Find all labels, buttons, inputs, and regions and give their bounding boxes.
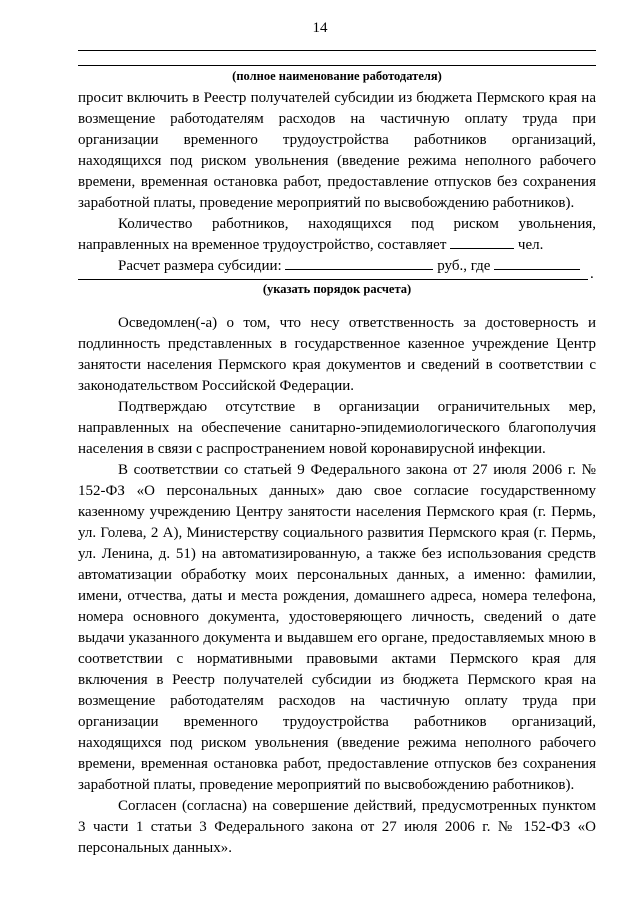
- informed-paragraph: Осведомлен(-а) о том, что несу ответственность за достоверность и подлинность представленных в государственное казенное учреждение Центр занятости населения Пермского края документов и сведений в соответствии с законодательством Российской Федерации.: [78, 315, 596, 394]
- document-page: 14 (полное наименование работодателя) просит включить в Реестр получателей субсидии из бюджета Пермского края на возмещение работодателям расходов на частичную оплату труда при организации временного трудоустройства работников организаций, находящихся под риском увольнения (введение режима неполного рабочего времени, временная остановка работ, предоставление отпусков без сохранения заработной платы, проведение мероприятий по высвобождению работников). Количество работников, находящихся под риском увольнения, направленных на временное трудоустройство, составляет чел. Расчет размера субсидии: руб., где . (указать порядок расчета) Осведомлен(-а) о том, что несу ответственность за достоверность и подлинность представленных в государственное казенное учреждение Центр занятости населения Пермского края документов и сведений в соответствии с законодательством Российской Федерации. Подтверждаю отсутствие в организации ограничительных мер, направленных на обеспечение санитарно-эпидемиологического благополучия населения в связи с распространением новой коронавирусной инфекции. В соответствии со статьей 9 Федерального закона от 27 июля 2006 г. № 152-ФЗ «О персональных данных» даю свое согласие государственному казенному учреждению Центру занятости населения Пермского края (г. Пермь, ул. Голева, 2 А), Министерству социального развития Пермского края (г. Пермь, ул. Ленина, д. 51) на автоматизированную, а также без использования средств автоматизации обработку моих персональных данных, а именно: фамилии, имени, отчества, даты и места рождения, домашнего адреса, номера телефона, номера основного документа, удостоверяющего личность, сведений о дате выдачи указанного документа и выдавшем его органе, предоставляемых мною в соответствии с нормативными правовыми актами Пермского края для включения в Реестр получателей субсидии из бюджета Пермского края на возмещение работодателям расходов на частичную оплату труда при организации временного трудоустройства работников организаций, находящихся под риском увольнения (введение режима неполного рабочего времени, временная остановка работ, предоставление отпусков без сохранения заработной платы, проведение мероприятий по высвобождению работников). Согласен (согласна) на совершение действий, предусмотренных пунктом 3 части 1 статьи 3 Федерального закона от 27 июля 2006 г. № 152-ФЗ «О персональных данных».: [0, 0, 640, 905]
- subsidy-calc-unit: руб., где: [437, 258, 491, 274]
- confirm-paragraph: Подтверждаю отсутствие в организации ограничительных мер, направленных на обеспечение санитарно-эпидемиологического благополучия населения в связи с распространением новой коронавирусной инфекции.: [78, 399, 596, 457]
- statements-section: [78, 313, 596, 859]
- worker-count-paragraph: [78, 214, 596, 256]
- calc-order-line: [78, 279, 588, 280]
- employer-name-line-top: [78, 50, 596, 51]
- agree-paragraph: Согласен (согласна) на совершение действий, предусмотренных пунктом 3 части 1 статьи 3 Федерального закона от 27 июля 2006 г. № 152-ФЗ «О персональных данных».: [78, 798, 596, 856]
- worker-count-unit: чел.: [517, 237, 544, 253]
- request-section: [78, 88, 596, 277]
- employer-name-line: [78, 65, 596, 66]
- calc-caption: (указать порядок расчета): [262, 282, 412, 296]
- worker-count-blank: [450, 235, 514, 249]
- worker-count-text: Количество работников, находящихся под риском увольнения, направленных на временное трудоустройство, составляет: [78, 216, 596, 253]
- page-number: 14: [312, 20, 328, 36]
- subsidy-calc-paragraph: [78, 256, 596, 277]
- subsidy-where-blank: [494, 256, 580, 270]
- request-paragraph: просит включить в Реестр получателей субсидии из бюджета Пермского края на возмещение работодателям расходов на частичную оплату труда при организации временного трудоустройства работников организаций, находящихся под риском увольнения (введение режима неполного рабочего времени, временная остановка работ, предоставление отпусков без сохранения заработной платы, проведение мероприятий по высвобождению работников).: [78, 90, 596, 211]
- subsidy-amount-blank: [285, 256, 433, 270]
- consent-paragraph: В соответствии со статьей 9 Федерального закона от 27 июля 2006 г. № 152-ФЗ «О персональных данных» даю свое согласие государственному казенному учреждению Центру занятости населения Пермского края (г. Пермь, ул. Голева, 2 А), Министерству социального развития Пермского края (г. Пермь, ул. Ленина, д. 51) на автоматизированную, а также без использования средств автоматизации обработку моих персональных данных, а именно: фамилии, имени, отчества, даты и места рождения, домашнего адреса, номера телефона, номера основного документа, удостоверяющего личность, сведений о дате выдачи указанного документа и выдавшем его органе, предоставляемых мною в соответствии с нормативными правовыми актами Пермского края для включения в Реестр получателей субсидии из бюджета Пермского края на возмещение работодателям расходов на частичную оплату труда при организации временного трудоустройства работников организаций, находящихся под риском увольнения (введение режима неполного рабочего времени, временная остановка работ, предоставление отпусков без сохранения заработной платы, проведение мероприятий по высвобождению работников).: [78, 462, 596, 793]
- employer-caption: (полное наименование работодателя): [232, 69, 442, 83]
- subsidy-calc-text: Расчет размера субсидии:: [118, 258, 282, 274]
